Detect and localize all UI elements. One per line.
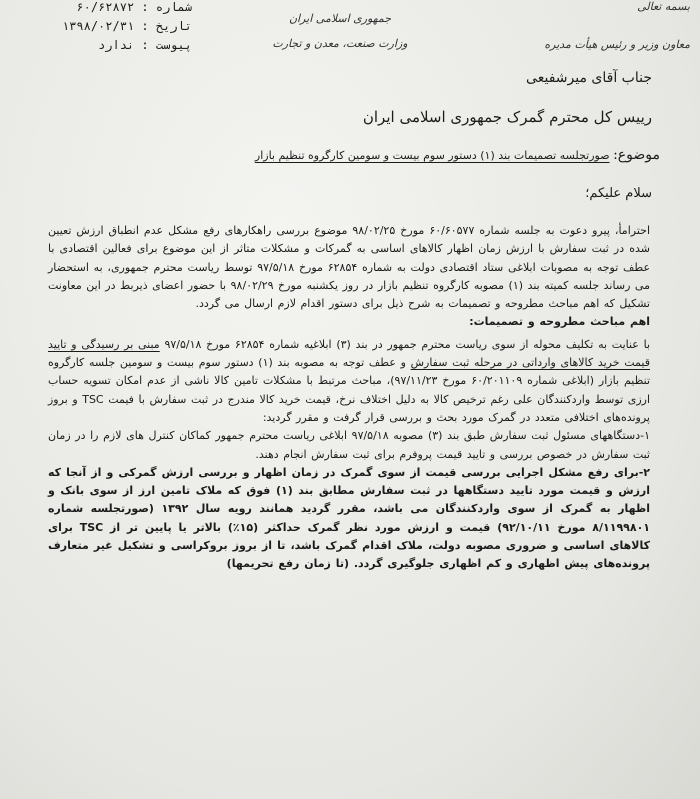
subject-label: موضوع: — [613, 147, 660, 163]
letter-attachment — [22, 38, 192, 57]
decisions-heading: اهم مباحث مطروحه و تصمیمات: — [469, 315, 650, 329]
letter-number — [22, 0, 192, 19]
letter-number-label: شماره : — [141, 0, 192, 14]
letter-date-label: تاریخ : — [141, 19, 192, 33]
decision-1: ۱-دستگاههای مسئول ثبت سفارش طبق بند (۳) مصوبه ۹۷/۵/۱۸ ابلاغی ریاست محترم جمهور کماکان کنترل های لازم را در زمان ثبت سفارش در خصوص بررسی و تایید قیمت پروفرم برای ثبت سفارش انجام دهند. — [48, 429, 651, 461]
letter-attachment-value: ندارد — [98, 38, 135, 52]
addressee-title: رییس کل محترم گمرک جمهوری اسلامی ایران — [362, 108, 652, 126]
letter-body — [48, 222, 650, 574]
preamble-start: با عنایت به تکلیف محوله از سوی ریاست محترم جمهور در بند (۳) ابلاغیه شماره ۶۲۸۵۴ مورخ ۹۷/۵/۱۸ — [159, 337, 651, 351]
preamble-end: و عطف توجه به مصوبه بند (۱) دستور سوم بیست و سومین جلسه کارگروه تنظیم بازار (ابلاغی شماره ۶۰/۲۰۱۱۰۹ مورخ ۹۷/۱۱/۲۳)، مباحث مرتبط با مشکلات تامین کالا ناشی از عدم امکان تسویه حساب ارزی توسط واردکنندگان علی رغم ترخیص کالا به دلیل اختلاف نرخ، قیمت خرید کالا مندرج در ثبت سفارش با فیمت TSC و بروز پرونده‌های اختلافی متعدد در گمرک مورد بحث و بررسی قرار گرفت و مقرر گردید: — [48, 356, 651, 424]
subject-line — [30, 147, 660, 163]
letterhead-ministry: وزارت صنعت، معدن و تجارت — [272, 37, 408, 50]
letter-number-value: ۶۰/۶۲۸۷۲ — [76, 0, 135, 14]
decision-preamble — [48, 336, 650, 427]
decision-2: ۲-برای رفع مشکل اجرایی بررسی قیمت از سوی گمرک در زمان اظهار و بررسی ارزش گمرکی و از آنجا که ارزش و قیمت مورد تایید دستگاهها در ثبت سفارش مطابق بند (۱) فوق که ملاک تامین ارز از سوی بانک و اظهار به گمرک از سوی واردکنندگان می باشد، مقرر گردید همانند رویه سال ۱۳۹۲ (صورتجلسه شماره ۸/۱۱۹۹۸۰۱ مورخ ۹۲/۱۰/۱۱) قیمت و ارزش مورد نظر گمرک حداکثر (۱۵٪) بالاتر یا پایین تر از TSC برای کالاهای اساسی و ضروری مصوبه دولت، ملاک اقدام گمرک باشد، تا از بروز بروکراسی و تشکیل غیر متعارف پرونده‌های پیش اظهاری و کم اظهاری جلوگیری گردد. (تا زمان رفع تحریمها) — [48, 465, 651, 571]
addressee-name: جناب آقای میرشفیعی — [526, 70, 652, 86]
subject-text: صورتجلسه تصمیمات بند (۱) دستور سوم بیست و سومین کارگروه تنظیم بازار — [254, 149, 610, 162]
greeting: سلام علیکم؛ — [585, 186, 652, 201]
preamble-underlined: مبنی بر رسیدگی و تایید قیمت خرید کالاهای وارداتی در مرحله ثبت سفارش — [48, 337, 650, 370]
letter-date-value: ۱۳۹۸/۰۲/۳۱ — [61, 19, 135, 33]
letterhead-deputy: معاون وزیر و رئیس هیأت مدیره — [544, 38, 690, 51]
letterhead-country: جمهوری اسلامی ایران — [288, 12, 392, 25]
intro-paragraph: احترامأ، پیرو دعوت به جلسه شماره ۶۰/۶۰۵۷۷ مورخ ۹۸/۰۲/۲۵ موضوع بررسی راهکارهای رفع مشکل عدم انطباق ارزش تعیین شده در ثبت سفارش با ارزش زمان اظهار کالاهای اساسی به گمرکات و مشکلات متاثر از این موضوع برای فعالین اقتصادی با عطف توجه به مصوبات ابلاغی ستاد اقتصادی دولت به شماره ۶۲۸۵۴ مورخ ۹۷/۵/۱۸ توسط ریاست محترم جمهوری، به استحضار می رساند جلسه کمیته بند (۱) مصوبه کارگروه تنظیم بازار در روز یکشنبه مورخ ۹۸/۰۲/۲۹ با حضور اعضای ذیربط در این معاونت تشکیل که اهم مباحث مطروحه و تصمیمات به شرح ذیل برای دستور اقدام لازم ارسال می گردد. — [48, 224, 651, 311]
letter-date — [22, 19, 192, 38]
letterhead-office — [490, 0, 690, 51]
letterhead-emblem — [250, 4, 430, 50]
letterhead-invocation: بسمه تعالی — [637, 0, 690, 13]
letter-attachment-label: پیوست : — [141, 38, 192, 52]
letter-meta — [22, 0, 192, 57]
